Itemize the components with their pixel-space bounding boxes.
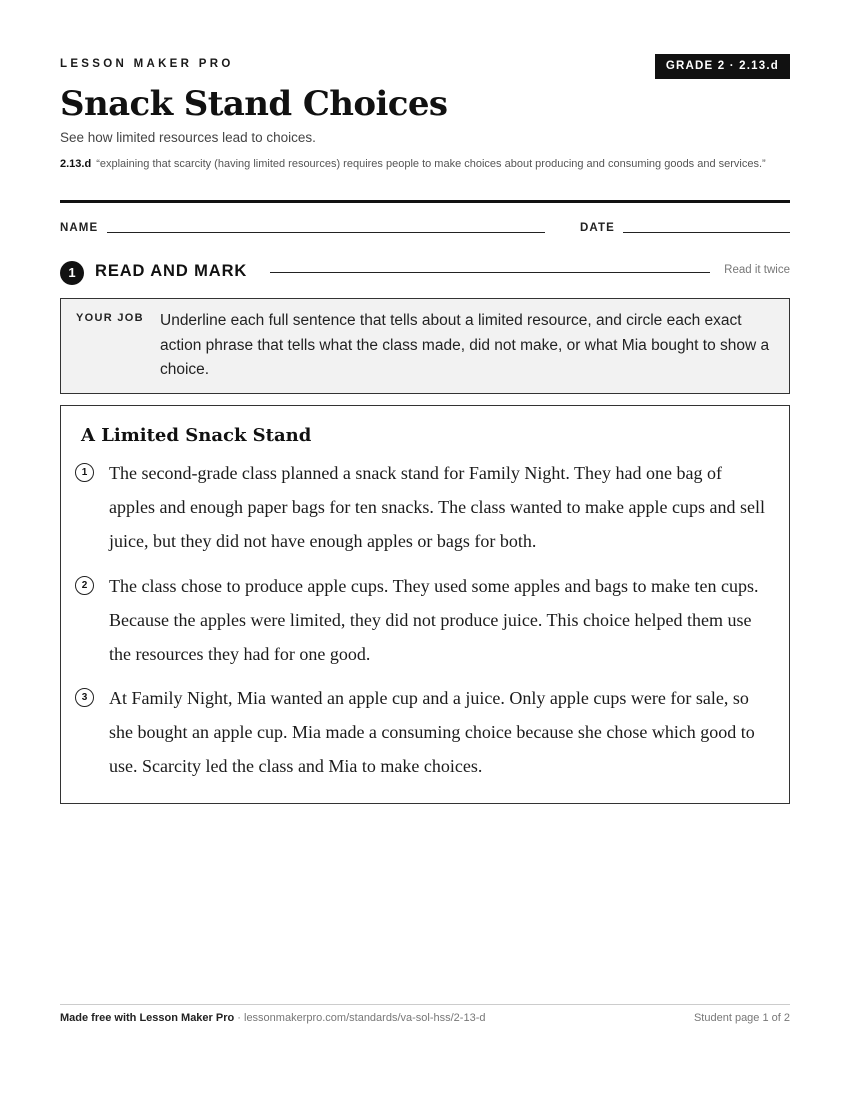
page-title: Snack Stand Choices [60, 84, 448, 124]
worksheet-page [60, 0, 790, 1100]
standard-text: “explaining that scarcity (having limited resources) requires people to make choices about producing and consuming goods and services.” [96, 158, 766, 170]
footer-credit [60, 1012, 485, 1024]
footer-made-with: Made free with Lesson Maker Pro [60, 1012, 235, 1024]
section-divider [270, 272, 710, 273]
story-box [60, 405, 790, 804]
name-field[interactable] [107, 232, 545, 233]
story-title: A Limited Snack Stand [81, 425, 312, 446]
paragraph-text[interactable]: The class chose to produce apple cups. They used some apples and bags to make ten cups. Because the apples were limited, they did not produce juice. This choice helped them use the resources they had for one good. [109, 576, 759, 664]
page-indicator: Student page 1 of 2 [693, 1012, 790, 1024]
name-label: NAME [60, 222, 99, 234]
paragraph-number: 1 [75, 463, 94, 482]
section-hint: Read it twice [724, 264, 790, 276]
instructions-label: YOUR JOB [76, 312, 144, 324]
paragraph-number: 3 [75, 688, 94, 707]
paragraph-text[interactable]: The second-grade class planned a snack stand for Family Night. They had one bag of apples and enough paper bags for ten snacks. The class wanted to make apple cups and sell juice, but they did not have enough apples or bags for both. [109, 463, 765, 551]
paragraph-text[interactable]: At Family Night, Mia wanted an apple cup and a juice. Only apple cups were for sale, so she bought an apple cup. Mia made a consuming choice because she chose which good to use. Scarcity led the class and Mia to make choices. [109, 688, 755, 776]
page-subtitle: See how limited resources lead to choices. [60, 130, 316, 145]
standard-code: 2.13.d [60, 158, 92, 170]
section-number-badge: 1 [60, 261, 84, 285]
header-divider [60, 200, 790, 203]
instructions-text: Underline each full sentence that tells about a limited resource, and circle each exact action phrase that tells what the class made, did not make, or what Mia bought to show a choice. [160, 312, 770, 378]
footer-url: · lessonmakerpro.com/standards/va-sol-hss/2-13-d [234, 1012, 486, 1024]
standard-statement [60, 156, 785, 174]
date-label: DATE [580, 222, 615, 234]
footer-divider [60, 1004, 790, 1005]
instructions-box [60, 298, 790, 394]
brand-name: LESSON MAKER PRO [60, 58, 234, 70]
paragraph-number: 2 [75, 576, 94, 595]
date-field[interactable] [623, 232, 790, 233]
grade-badge: GRADE 2 · 2.13.d [655, 54, 790, 79]
section-title: READ AND MARK [95, 262, 248, 280]
